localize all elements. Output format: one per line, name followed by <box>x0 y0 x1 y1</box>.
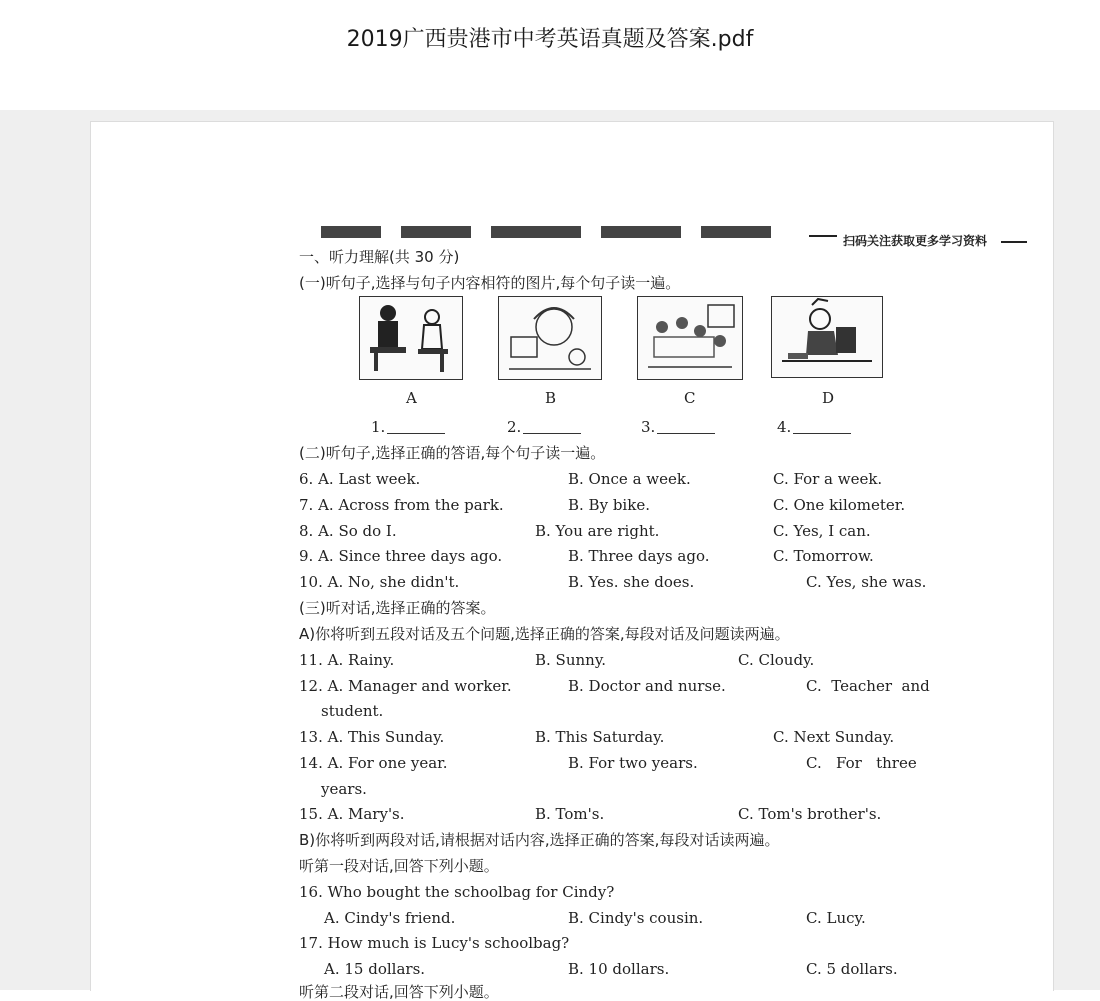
part3b-instruction: B)你将听到两段对话,请根据对话内容,选择正确的答案,每段对话读两遍。 <box>299 831 780 849</box>
q12-option-b: B. Doctor and nurse. <box>568 677 726 695</box>
q11-option-c: C. Cloudy. <box>738 651 815 669</box>
brand-rule-left <box>809 235 837 237</box>
picture-d-label: D <box>822 389 835 407</box>
q6-option-a: 6. A. Last week. <box>299 470 421 488</box>
q17-option-a: A. 15 dollars. <box>324 960 426 978</box>
q8-option-c: C. Yes, I can. <box>773 522 871 540</box>
q9-option-b: B. Three days ago. <box>568 547 710 565</box>
picture-c <box>637 296 743 380</box>
q17-option-b: B. 10 dollars. <box>568 960 670 978</box>
picture-c-label: C <box>684 389 696 407</box>
q13-option-a: 13. A. This Sunday. <box>299 728 445 746</box>
part3-instruction: (三)听对话,选择正确的答案。 <box>299 599 496 617</box>
q7-option-a: 7. A. Across from the park. <box>299 496 504 514</box>
q6-option-c: C. For a week. <box>773 470 883 488</box>
q12-option-a: 12. A. Manager and worker. <box>299 677 512 695</box>
q12-option-c: C. Teacher and <box>806 677 930 695</box>
q10-option-a: 10. A. No, she didn't. <box>299 573 460 591</box>
q16-option-b: B. Cindy's cousin. <box>568 909 704 927</box>
man-at-desk-icon <box>772 297 882 377</box>
picture-a-label: A <box>406 389 417 407</box>
q8-option-b: B. You are right. <box>535 522 660 540</box>
q10-option-b: B. Yes. she does. <box>568 573 695 591</box>
q13-option-c: C. Next Sunday. <box>773 728 895 746</box>
q13-option-b: B. This Saturday. <box>535 728 665 746</box>
picture-d <box>771 296 883 378</box>
q9-option-a: 9. A. Since three days ago. <box>299 547 503 565</box>
q11-option-a: 11. A. Rainy. <box>299 651 395 669</box>
q6-option-b: B. Once a week. <box>568 470 691 488</box>
picture-a <box>359 296 463 380</box>
q14-option-b: B. For two years. <box>568 754 698 772</box>
cropped-heading <box>321 222 771 236</box>
picture-b-label: B <box>545 389 557 407</box>
q14-option-a: 14. A. For one year. <box>299 754 448 772</box>
q10-option-c: C. Yes, she was. <box>806 573 927 591</box>
q16-stem: 16. Who bought the schoolbag for Cindy? <box>299 883 615 901</box>
two-people-talking-icon <box>360 297 462 379</box>
brand-rule-right <box>1001 241 1027 243</box>
q15-option-c: C. Tom's brother's. <box>738 805 882 823</box>
answer-blank-1: 1. <box>371 418 445 436</box>
part2-instruction: (二)听句子,选择正确的答语,每个句子读一遍。 <box>299 444 606 462</box>
q7-option-c: C. One kilometer. <box>773 496 906 514</box>
answer-blank-2: 2. <box>507 418 581 436</box>
q7-option-b: B. By bike. <box>568 496 650 514</box>
dialog1-instruction: 听第一段对话,回答下列小题。 <box>299 857 499 875</box>
brand-caption: 扫码关注获取更多学习资料 <box>843 234 988 248</box>
answer-blank-4: 4. <box>777 418 851 436</box>
q16-option-c: C. Lucy. <box>806 909 866 927</box>
picture-b <box>498 296 602 380</box>
q14-option-c: C. For three <box>806 754 917 772</box>
answer-blank-3: 3. <box>641 418 715 436</box>
q17-stem: 17. How much is Lucy's schoolbag? <box>299 934 570 952</box>
q14-option-c-cont: years. <box>321 780 367 798</box>
header-bar <box>0 0 1100 110</box>
q11-option-b: B. Sunny. <box>535 651 607 669</box>
people-in-room-icon <box>638 297 742 379</box>
q17-option-c: C. 5 dollars. <box>806 960 898 978</box>
part3a-instruction: A)你将听到五段对话及五个问题,选择正确的答案,每段对话及问题读两遍。 <box>299 625 790 643</box>
q8-option-a: 8. A. So do I. <box>299 522 397 540</box>
girl-with-cake-icon <box>499 297 601 379</box>
part1-instruction: (一)听句子,选择与句子内容相符的图片,每个句子读一遍。 <box>299 274 681 292</box>
q15-option-a: 15. A. Mary's. <box>299 805 405 823</box>
q16-option-a: A. Cindy's friend. <box>324 909 456 927</box>
q15-option-b: B. Tom's. <box>535 805 605 823</box>
section-title: 一、听力理解(共 30 分) <box>299 248 460 266</box>
pdf-page <box>90 121 1054 1001</box>
q12-option-c-cont: student. <box>321 702 384 720</box>
dialog2-instruction: 听第二段对话,回答下列小题。 <box>299 983 499 1001</box>
q9-option-c: C. Tomorrow. <box>773 547 874 565</box>
document-title: 2019广西贵港市中考英语真题及答案.pdf <box>346 27 754 52</box>
